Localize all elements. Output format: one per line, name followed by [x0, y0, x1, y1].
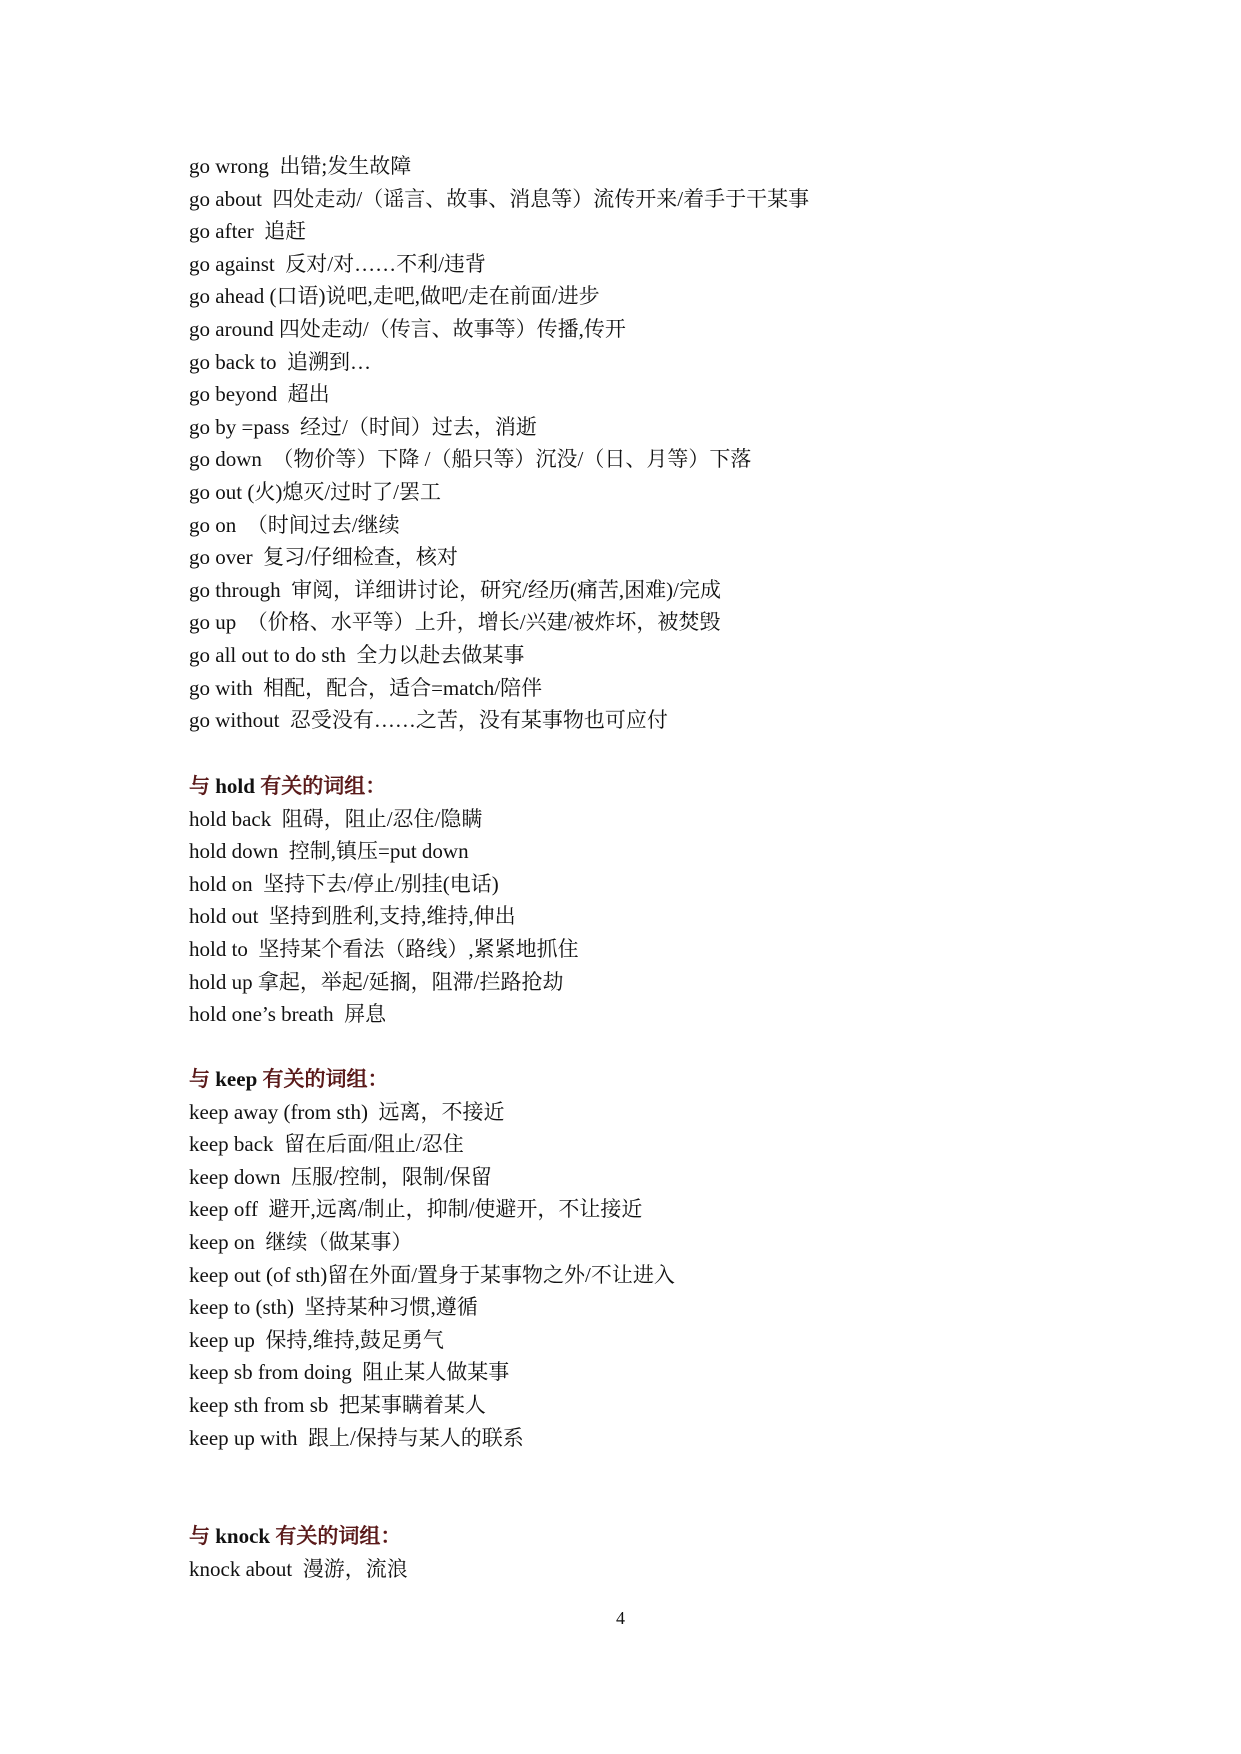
- go-entry: go wrong 出错;发生故障: [189, 154, 412, 178]
- go-entry: go up （价格、水平等）上升，增长/兴建/被炸坏，被焚毁: [189, 610, 721, 635]
- keep-section-heading: [189, 1063, 1149, 1096]
- hold-entry: hold up 拿起，举起/延搁，阻滞/拦路抢劫: [189, 969, 564, 994]
- keep-entry: keep up with 跟上/保持与某人的联系: [189, 1425, 524, 1450]
- go-entry: go by =pass 经过/（时间）过去，消逝: [189, 414, 537, 439]
- go-entry: go ahead (口语)说吧,走吧,做吧/走在前面/进步: [189, 284, 600, 309]
- go-entry: go with 相配，配合，适合=match/陪伴: [189, 675, 543, 700]
- heading-keyword: knock: [215, 1524, 271, 1548]
- keep-entry: keep up 保持,维持,鼓足勇气: [189, 1327, 444, 1352]
- hold-entry: hold one’s breath 屏息: [189, 1002, 387, 1027]
- hold-entry: hold to 坚持某个看法（路线）,紧紧地抓住: [189, 936, 579, 961]
- hold-entry: hold out 坚持到胜利,支持,维持,伸出: [189, 904, 516, 929]
- go-entry: go around 四处走动/（传言、故事等）传播,传开: [189, 316, 626, 341]
- keep-entry: keep sb from doing 阻止某人做某事: [189, 1360, 510, 1385]
- go-entry: go through 审阅，详细讲讨论，研究/经历(痛苦,困难)/完成: [189, 577, 721, 602]
- keep-entry: keep back 留在后面/阻止/忍住: [189, 1132, 464, 1157]
- go-phrases-section: [189, 150, 1149, 737]
- go-entry: go against 反对/对……不利/违背: [189, 251, 486, 276]
- go-entry: go without 忍受没有……之苦，没有某事物也可应付: [189, 708, 668, 733]
- heading-prefix: 与: [189, 1524, 216, 1548]
- knock-section-heading: [189, 1520, 1149, 1553]
- go-entry: go all out to do sth 全力以赴去做某事: [189, 642, 525, 667]
- keep-entry: keep sth from sb 把某事瞒着某人: [189, 1392, 486, 1417]
- go-entry: go down （物价等）下降 /（船只等）沉没/（日、月等）下落: [189, 447, 752, 472]
- go-entry: go after 追赶: [189, 219, 307, 244]
- hold-entry: hold down 控制,镇压=put down: [189, 839, 469, 864]
- keep-entry: keep off 避开,远离/制止，抑制/使避开，不让接近: [189, 1197, 643, 1222]
- heading-keyword: keep: [215, 1067, 258, 1091]
- keep-entry: keep to (sth) 坚持某种习惯,遵循: [189, 1295, 478, 1320]
- go-entry: go on （时间过去/继续: [189, 512, 400, 537]
- heading-prefix: 与: [189, 1067, 216, 1091]
- go-entry: go out (火)熄灭/过时了/罢工: [189, 479, 441, 504]
- go-entry: go back to 追溯到…: [189, 349, 371, 374]
- heading-prefix: 与: [189, 774, 216, 798]
- heading-keyword: hold: [215, 774, 255, 798]
- go-entry: go about 四处走动/（谣言、故事、消息等）流传开来/着手于干某事: [189, 186, 810, 211]
- go-entry: go over 复习/仔细检查，核对: [189, 545, 458, 570]
- hold-phrases-section: [189, 770, 1149, 1031]
- hold-entry: hold back 阻碍，阻止/忍住/隐瞒: [189, 806, 483, 831]
- keep-entry: keep on 继续（做某事）: [189, 1229, 413, 1254]
- heading-suffix: 有关的词组：: [254, 774, 387, 798]
- hold-entry: hold on 坚持下去/停止/别挂(电话): [189, 871, 499, 896]
- knock-entry: knock about 漫游，流浪: [189, 1556, 408, 1581]
- heading-suffix: 有关的词组：: [257, 1067, 389, 1091]
- keep-phrases-section: [189, 1063, 1149, 1454]
- hold-section-heading: [189, 770, 1149, 803]
- keep-entry: keep down 压服/控制，限制/保留: [189, 1164, 492, 1189]
- heading-suffix: 有关的词组：: [270, 1524, 402, 1548]
- keep-entry: keep out (of sth)留在外面/置身于某事物之外/不让进入: [189, 1262, 675, 1287]
- knock-phrases-section: [189, 1520, 1149, 1585]
- go-entry: go beyond 超出: [189, 382, 330, 407]
- keep-entry: keep away (from sth) 远离，不接近: [189, 1099, 505, 1124]
- page-number: 4: [616, 1608, 625, 1628]
